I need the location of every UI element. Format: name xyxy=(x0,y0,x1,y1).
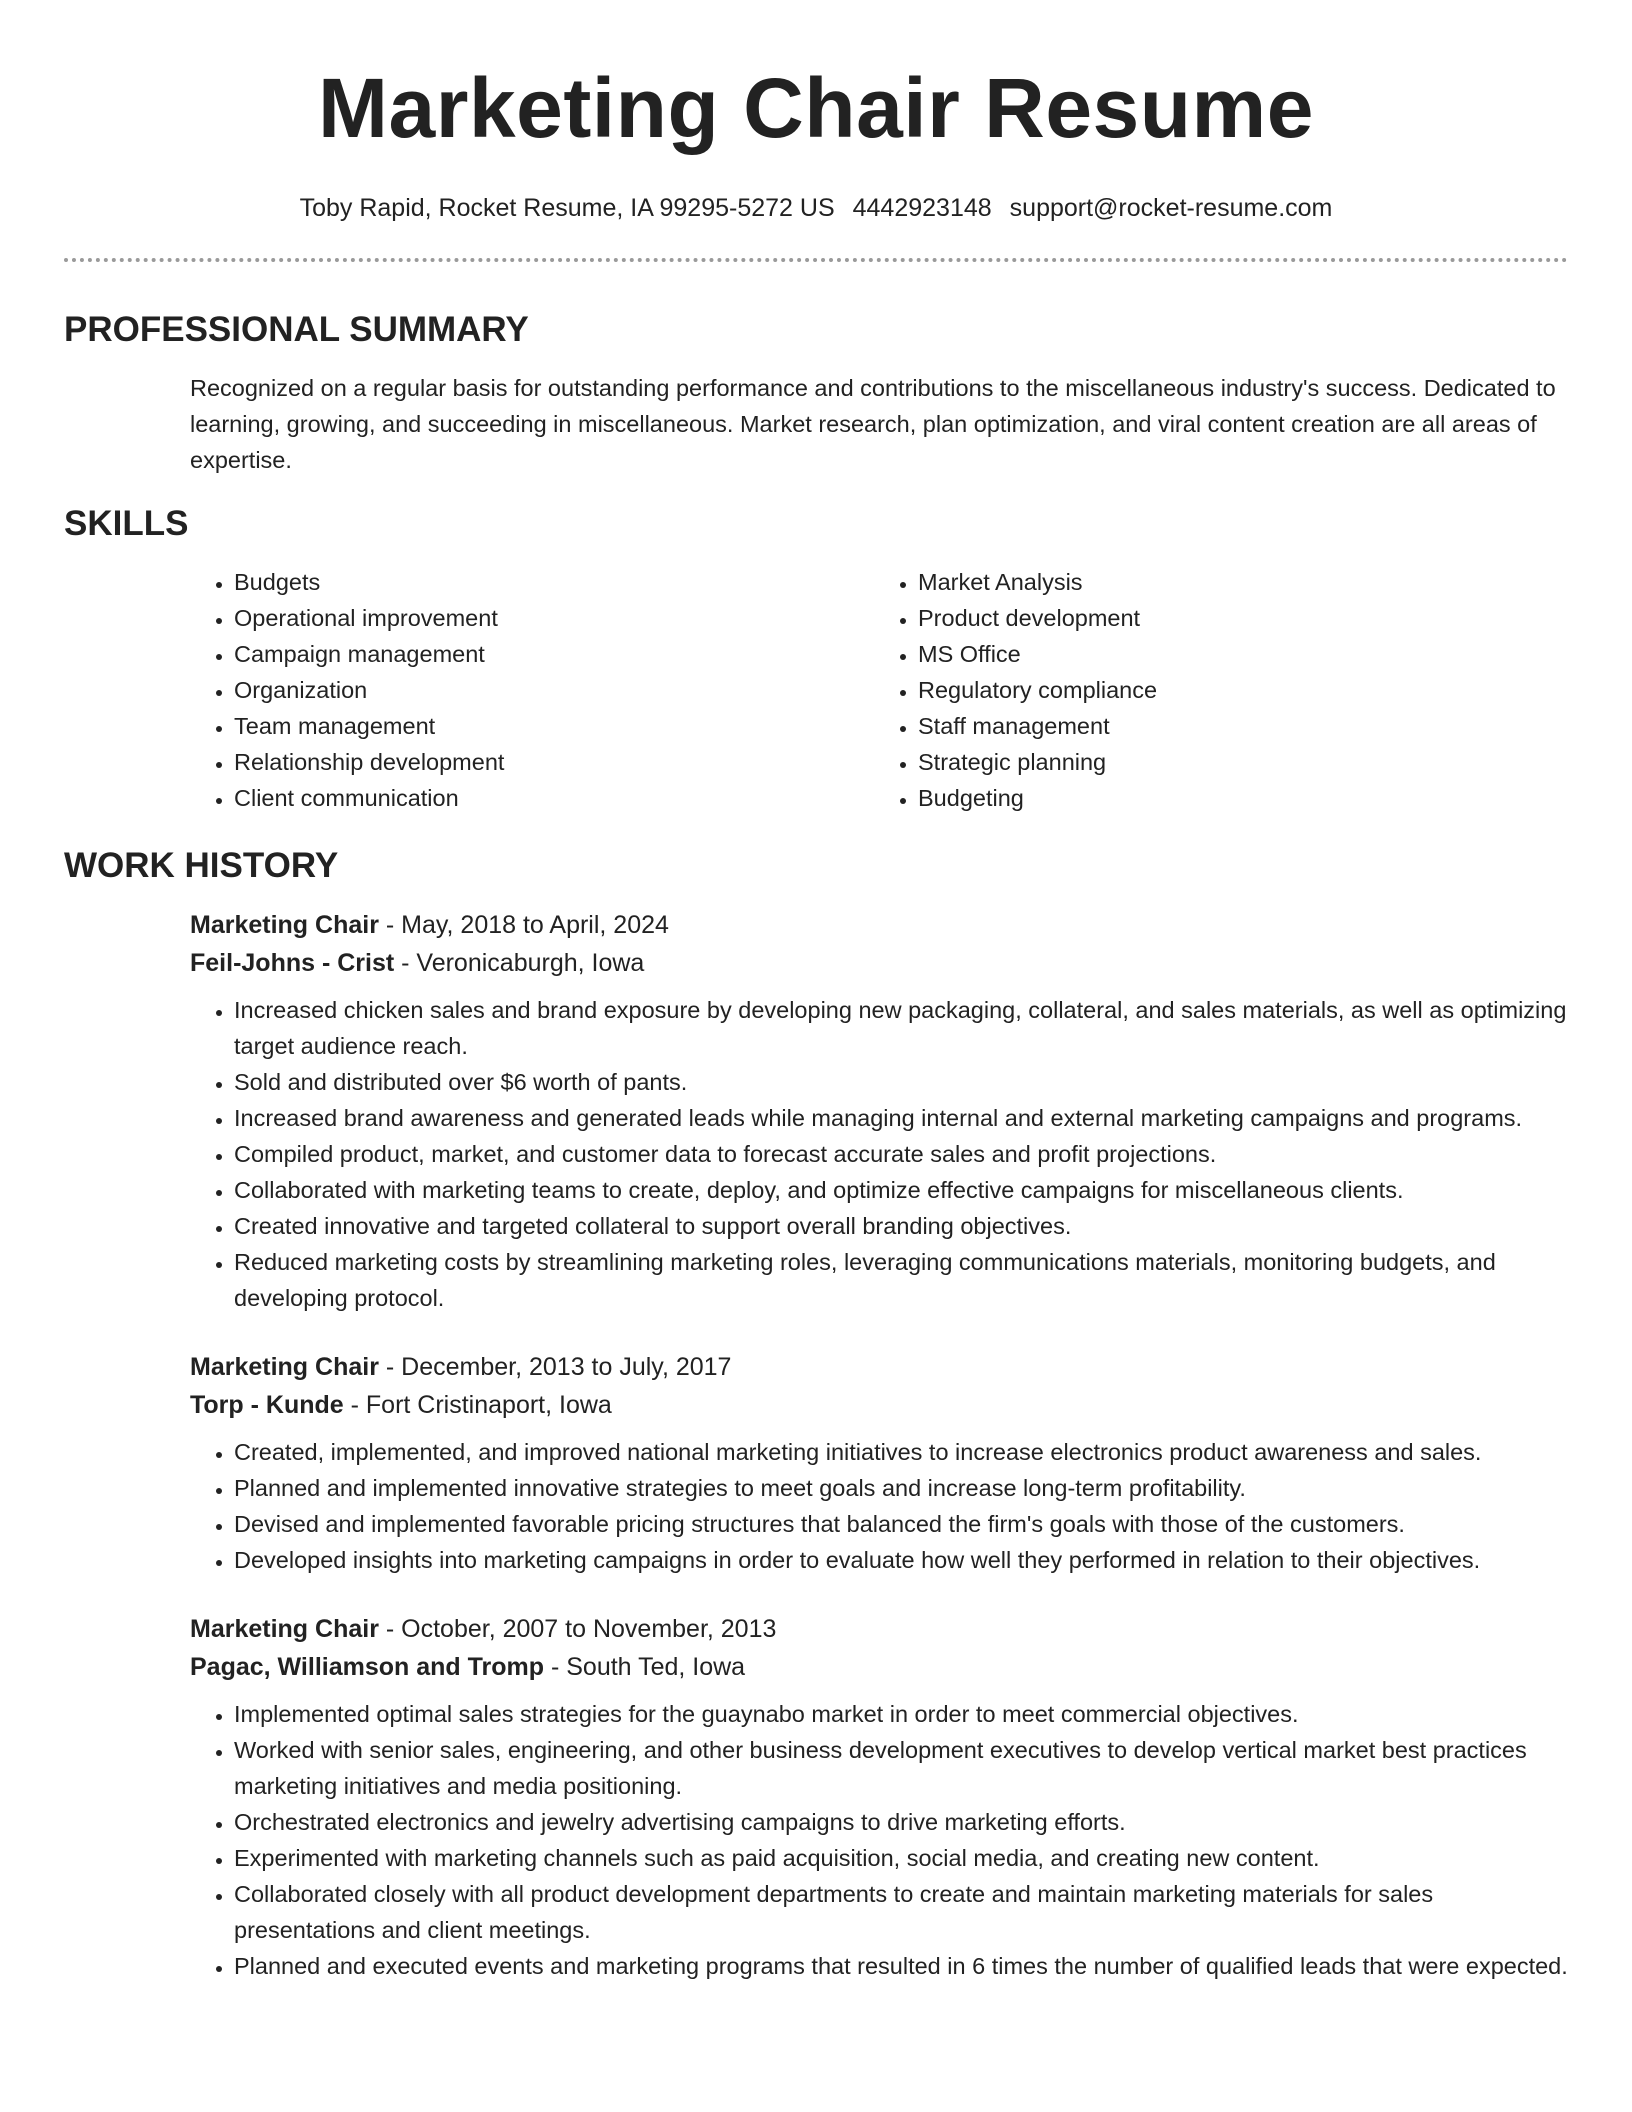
skill-item: • Market Analysis xyxy=(918,564,1157,600)
skill-item: • Campaign management xyxy=(234,636,874,672)
job-entry xyxy=(190,1348,1568,1578)
job-bullet: • Planned and implemented innovative strategies to meet goals and increase long-term profitability. xyxy=(234,1470,1568,1506)
skill-item: • Operational improvement xyxy=(234,600,874,636)
skills-heading: SKILLS xyxy=(64,504,189,543)
skill-item: • Strategic planning xyxy=(918,744,1157,780)
contact-line xyxy=(64,192,1568,224)
job-bullet: • Sold and distributed over $6 worth of pants. xyxy=(234,1064,1568,1100)
job-company: Pagac, Williamson and Tromp xyxy=(190,1653,545,1681)
job-company-line xyxy=(190,1386,1568,1424)
work-history-heading: WORK HISTORY xyxy=(64,846,339,885)
job-company-line xyxy=(190,944,1568,982)
contact-address: Toby Rapid, Rocket Resume, IA 99295-5272 US xyxy=(299,194,835,222)
skill-item: • Team management xyxy=(234,708,874,744)
job-title: Marketing Chair xyxy=(190,1353,379,1381)
job-bullets xyxy=(190,1434,1568,1578)
job-title-line xyxy=(190,1610,1568,1648)
skill-item: • Budgets xyxy=(234,564,874,600)
job-bullet: • Experimented with marketing channels such as paid acquisition, social media, and creating new content. xyxy=(234,1840,1568,1876)
job-title-line xyxy=(190,906,1568,944)
job-bullet: • Implemented optimal sales strategies for the guaynabo market in order to meet commercial objectives. xyxy=(234,1696,1568,1732)
skill-item: • Client communication xyxy=(234,780,874,816)
skill-item: • MS Office xyxy=(918,636,1157,672)
job-bullet: • Created, implemented, and improved national marketing initiatives to increase electronics product awareness and sales. xyxy=(234,1434,1568,1470)
job-title: Marketing Chair xyxy=(190,1615,379,1643)
skill-item: • Product development xyxy=(918,600,1157,636)
job-bullets xyxy=(190,992,1568,1316)
job-bullet: • Increased chicken sales and brand exposure by developing new packaging, collateral, and sales materials, as well as optimizing target audience reach. xyxy=(234,992,1568,1064)
skill-item: • Budgeting xyxy=(918,780,1157,816)
job-title-line xyxy=(190,1348,1568,1386)
contact-email: support@rocket-resume.com xyxy=(1009,194,1333,222)
skills-list xyxy=(190,564,1568,816)
job-entry xyxy=(190,906,1568,1316)
contact-phone: 4442923148 xyxy=(852,194,992,222)
skill-item: • Regulatory compliance xyxy=(918,672,1157,708)
job-location: - Fort Cristinaport, Iowa xyxy=(343,1391,612,1419)
skills-column-right xyxy=(874,564,1157,816)
job-bullet: • Collaborated with marketing teams to create, deploy, and optimize effective campaigns for miscellaneous clients. xyxy=(234,1172,1568,1208)
skill-item: • Staff management xyxy=(918,708,1157,744)
job-bullet: • Planned and executed events and marketing programs that resulted in 6 times the number of qualified leads that were expected. xyxy=(234,1948,1568,1984)
job-bullet: • Orchestrated electronics and jewelry advertising campaigns to drive marketing efforts. xyxy=(234,1804,1568,1840)
work-history-list xyxy=(190,906,1568,1984)
summary-text: Recognized on a regular basis for outstanding performance and contributions to the miscellaneous industry's success. Dedicated to learning, growing, and succeeding in miscellaneous. Market research, plan optimization, and viral content creation are all areas of expertise. xyxy=(190,375,1556,473)
job-bullet: • Developed insights into marketing campaigns in order to evaluate how well they performed in relation to their objectives. xyxy=(234,1542,1568,1578)
summary-heading: PROFESSIONAL SUMMARY xyxy=(64,310,529,349)
job-bullet: • Increased brand awareness and generated leads while managing internal and external marketing campaigns and programs. xyxy=(234,1100,1568,1136)
job-location: - South Ted, Iowa xyxy=(544,1653,746,1681)
job-entry xyxy=(190,1610,1568,1984)
job-title: Marketing Chair xyxy=(190,911,379,939)
job-bullet: • Collaborated closely with all product development departments to create and maintain marketing materials for sales presentations and client meetings. xyxy=(234,1876,1568,1948)
job-company: Torp - Kunde xyxy=(190,1391,344,1419)
job-dates: - May, 2018 to April, 2024 xyxy=(378,911,669,939)
job-company: Feil-Johns - Crist xyxy=(190,949,395,977)
header-divider xyxy=(64,258,1568,262)
job-dates: - October, 2007 to November, 2013 xyxy=(378,1615,777,1643)
job-bullet: • Compiled product, market, and customer data to forecast accurate sales and profit projections. xyxy=(234,1136,1568,1172)
job-bullet: • Reduced marketing costs by streamlining marketing roles, leveraging communications materials, monitoring budgets, and developing protocol. xyxy=(234,1244,1568,1316)
job-bullets xyxy=(190,1696,1568,1984)
job-location: - Veronicaburgh, Iowa xyxy=(394,949,645,977)
job-bullet: • Devised and implemented favorable pricing structures that balanced the firm's goals with those of the customers. xyxy=(234,1506,1568,1542)
job-bullet: • Created innovative and targeted collateral to support overall branding objectives. xyxy=(234,1208,1568,1244)
skill-item: • Organization xyxy=(234,672,874,708)
job-company-line xyxy=(190,1648,1568,1686)
resume-title: Marketing Chair Resume xyxy=(318,61,1314,155)
skills-column-left xyxy=(190,564,874,816)
skill-item: • Relationship development xyxy=(234,744,874,780)
job-dates: - December, 2013 to July, 2017 xyxy=(378,1353,732,1381)
job-bullet: • Worked with senior sales, engineering, and other business development executives to develop vertical market best practices marketing initiatives and media positioning. xyxy=(234,1732,1568,1804)
